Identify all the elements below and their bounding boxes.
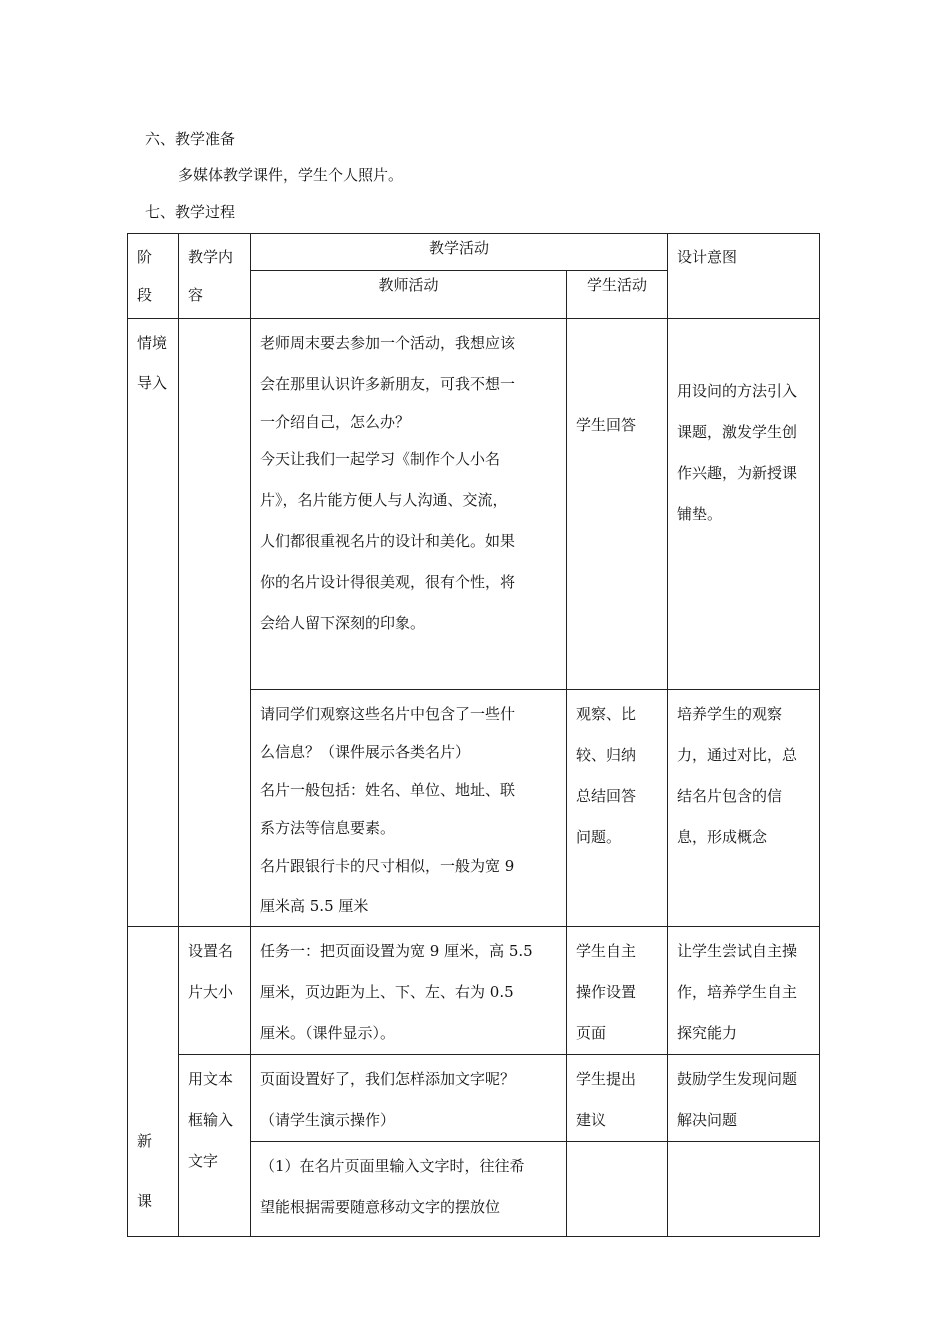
- text-line: 望能根据需要随意移动文字的摆放位: [260, 1198, 501, 1216]
- text-line: 请同学们观察这些名片中包含了一些什: [260, 705, 516, 723]
- text-line: 结名片包含的信: [677, 787, 783, 805]
- text-line: 老师周末要去参加一个活动，我想应该: [260, 334, 516, 352]
- text-line: 让学生尝试自主操: [677, 942, 798, 960]
- text-line: 解决问题: [677, 1111, 738, 1129]
- text-line: 学生自主: [576, 942, 637, 960]
- text-line: （请学生演示操作）: [260, 1111, 396, 1129]
- header-content: [179, 234, 251, 319]
- text-line: 片》，名片能方便人与人沟通、交流，: [260, 491, 508, 509]
- row1-student: 学生回答: [567, 319, 668, 690]
- row3-student: [567, 927, 668, 1055]
- text-line: 文字: [188, 1152, 219, 1170]
- section7-heading: 七、教学过程: [145, 203, 236, 221]
- stage-situation-intro: [128, 319, 179, 927]
- text-line: 用设问的方法引入: [677, 382, 798, 400]
- text-line: 观察、比: [576, 705, 637, 723]
- header-student: 学生活动: [567, 271, 668, 319]
- row2-student: [567, 690, 668, 927]
- row5-intent: [668, 1142, 820, 1237]
- row1-intent: [668, 319, 820, 690]
- text-line: 名片跟银行卡的尺寸相似，一般为宽 9: [260, 857, 515, 875]
- text-line: 鼓励学生发现问题: [677, 1070, 798, 1088]
- text-line: 系方法等信息要素。: [260, 819, 396, 837]
- content-empty: [179, 319, 251, 927]
- text-line: 作兴趣，为新授课: [677, 464, 798, 482]
- header-stage-line: 段: [137, 286, 153, 304]
- text-line: 探究能力: [677, 1024, 738, 1042]
- text-line: 会在那里认识许多新朋友，可我不想一: [260, 375, 516, 393]
- header-stage-line: 阶: [137, 248, 153, 266]
- text-line: 页面: [576, 1024, 607, 1042]
- row5-student: [567, 1142, 668, 1237]
- text-line: 总结回答: [576, 787, 637, 805]
- section6-body: 多媒体教学课件，学生个人照片。: [178, 166, 404, 184]
- text-line: 页面设置好了，我们怎样添加文字呢？: [260, 1070, 516, 1088]
- row3-content: [179, 927, 251, 1055]
- header-stage: [128, 234, 179, 319]
- stage-line: 导入: [137, 374, 168, 392]
- text-line: 学生提出: [576, 1070, 637, 1088]
- stage-new-lesson: [128, 927, 179, 1237]
- text-line: 任务一：把页面设置为宽 9 厘米，高 5.5: [260, 942, 533, 960]
- text-line: 么信息？（课件展示各类名片）: [260, 743, 471, 761]
- header-activity: 教学活动: [251, 234, 668, 271]
- header-content-line: 教学内: [188, 248, 234, 266]
- text-line: 问题。: [576, 828, 622, 846]
- text-line: 设置名: [188, 942, 234, 960]
- row3-teacher: [251, 927, 567, 1055]
- text-line: 片大小: [188, 983, 234, 1001]
- text-line: 你的名片设计得很美观，很有个性，将: [260, 573, 516, 591]
- text-line: 人们都很重视名片的设计和美化。如果: [260, 532, 516, 550]
- text-line: 名片一般包括：姓名、单位、地址、联: [260, 781, 516, 799]
- header-teacher: 教师活动: [251, 271, 567, 319]
- header-intent: 设计意图: [668, 234, 820, 319]
- section6-heading: 六、教学准备: [145, 130, 236, 148]
- teaching-process-table: [127, 233, 820, 1237]
- row3-intent: [668, 927, 820, 1055]
- text-line: 厘米高 5.5 厘米: [260, 897, 369, 915]
- row4-student: [567, 1055, 668, 1142]
- text-line: 培养学生的观察: [677, 705, 783, 723]
- row4-intent: [668, 1055, 820, 1142]
- text-line: 厘米，页边距为上、下、左、右为 0.5: [260, 983, 514, 1001]
- text-line: 较、归纳: [576, 746, 637, 764]
- text-line: 厘米。（课件显示）。: [260, 1024, 396, 1042]
- text-line: 息，形成概念: [677, 828, 768, 846]
- text-line: 操作设置: [576, 983, 637, 1001]
- text-line: （1）在名片页面里输入文字时，往往希: [260, 1157, 525, 1175]
- stage-line: 新: [137, 1132, 153, 1150]
- text-line: 一介绍自己，怎么办？: [260, 413, 411, 431]
- text-line: 用文本: [188, 1070, 234, 1088]
- row2-intent: [668, 690, 820, 927]
- row2-teacher: [251, 690, 567, 927]
- text-line: 今天让我们一起学习《制作个人小名: [260, 450, 501, 468]
- text-line: 框输入: [188, 1111, 234, 1129]
- header-content-line: 容: [188, 286, 204, 304]
- text-line: 会给人留下深刻的印象。: [260, 614, 426, 632]
- row4-teacher: [251, 1055, 567, 1142]
- text-line: 建议: [576, 1111, 607, 1129]
- stage-line: 情境: [137, 334, 168, 352]
- row1-teacher: [251, 319, 567, 690]
- text-line: 课题，激发学生创: [677, 423, 798, 441]
- row4-content: [179, 1055, 251, 1237]
- text-line: 铺垫。: [677, 505, 723, 523]
- row5-teacher: [251, 1142, 567, 1237]
- text-line: 作，培养学生自主: [677, 983, 798, 1001]
- text-line: 力，通过对比，总: [677, 746, 798, 764]
- stage-line: 课: [137, 1192, 153, 1210]
